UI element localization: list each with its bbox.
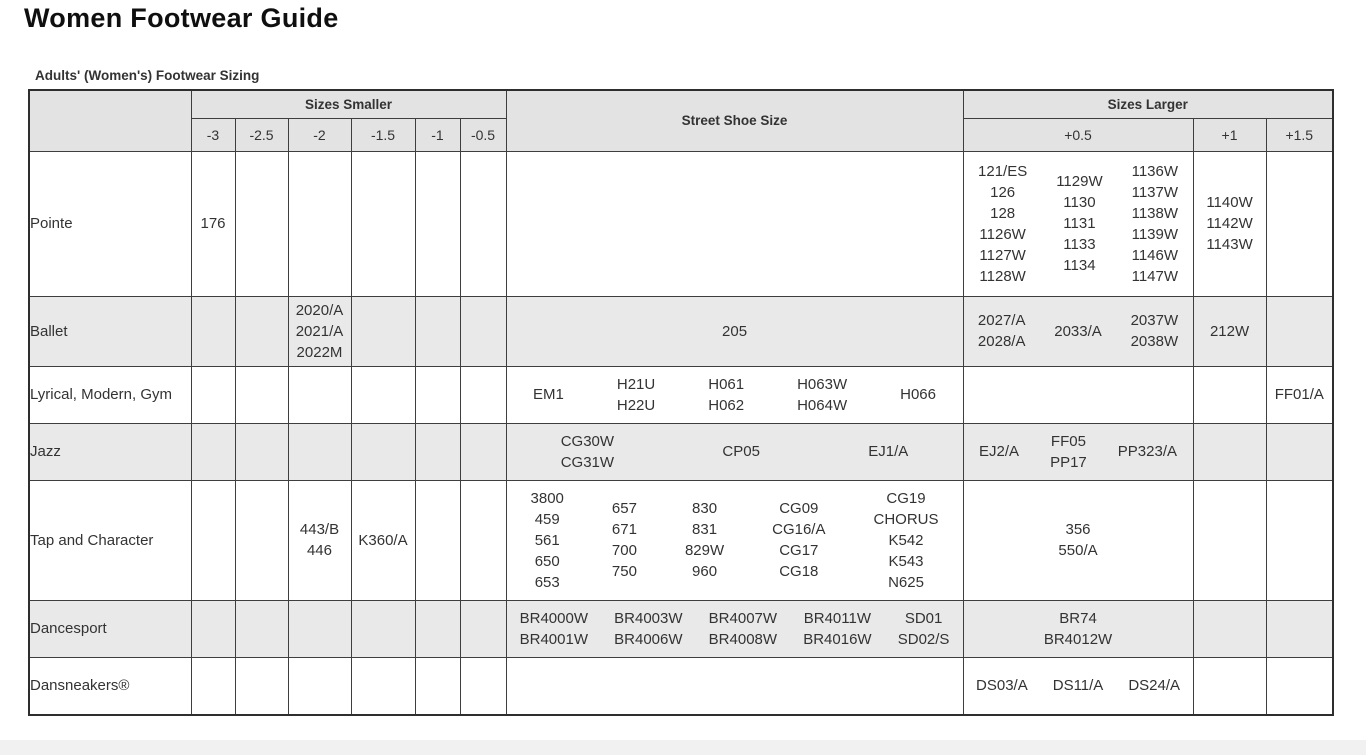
smaller-size-cell [288, 657, 351, 715]
model-group [979, 441, 1019, 462]
model-group [797, 374, 847, 416]
smaller-size-cell [460, 480, 506, 600]
model-group [900, 384, 936, 405]
model-number: BR4007W [708, 609, 778, 627]
size-col-header-minus2-5: -2.5 [235, 118, 288, 151]
model-number: 561 [534, 531, 560, 549]
model-number: CG18 [779, 563, 819, 580]
larger-plus1-5-cell [1266, 366, 1333, 423]
larger-plus1-5-cell [1266, 480, 1333, 600]
street-shoe-size-cell [506, 423, 963, 480]
model-group [976, 675, 1028, 696]
model-number: EJ2/A [979, 443, 1020, 460]
model-number: 1146W [1131, 246, 1179, 264]
model-group [1118, 441, 1177, 462]
table-row [29, 366, 1333, 423]
model-number: CP05 [722, 443, 760, 460]
model-number: 126 [990, 183, 1016, 201]
model-group [617, 374, 655, 416]
model-number: 1137W [1131, 183, 1179, 201]
smaller-size-cell [351, 657, 415, 715]
model-number: BR4001W [519, 630, 588, 648]
model-number: DS03/A [976, 677, 1028, 695]
smaller-size-cell [235, 423, 288, 480]
model-group [520, 608, 588, 650]
corner-header-cell [29, 90, 191, 151]
sizes-smaller-header: Sizes Smaller [191, 90, 506, 118]
smaller-size-cell [191, 480, 235, 600]
table-row [29, 296, 1333, 366]
model-number: BR4016W [803, 630, 872, 648]
model-number: 700 [611, 542, 637, 559]
model-group [868, 441, 908, 462]
smaller-size-cell [351, 151, 415, 296]
model-number: 3800 [530, 489, 564, 507]
model-group [1056, 171, 1102, 276]
smaller-size-cell [288, 600, 351, 657]
sizes-larger-header: Sizes Larger [963, 90, 1333, 118]
model-number: 1129W [1056, 173, 1103, 190]
smaller-size-cell [235, 296, 288, 366]
model-group [1053, 675, 1104, 696]
table-row [29, 480, 1333, 600]
model-group [612, 498, 637, 582]
model-number: H21U [616, 375, 656, 393]
model-group [533, 384, 564, 405]
model-number: 1143W [1206, 236, 1253, 253]
model-number: CG17 [779, 542, 819, 559]
smaller-size-cell [351, 480, 415, 600]
sizing-table [28, 89, 1334, 716]
model-number: H063W [797, 375, 848, 393]
smaller-size-cell [351, 600, 415, 657]
smaller-size-cell [415, 423, 460, 480]
smaller-size-cell [191, 657, 235, 715]
model-groups [964, 608, 1193, 650]
model-groups [964, 310, 1193, 352]
model-number: 459 [534, 510, 560, 528]
model-group [1128, 675, 1180, 696]
model-groups [964, 431, 1193, 473]
model-number: 829W [684, 542, 725, 559]
model-number: 176 [200, 215, 226, 232]
model-number: EM1 [533, 386, 564, 403]
smaller-size-cell [288, 423, 351, 480]
larger-plus1-5-cell [1266, 600, 1333, 657]
model-groups [507, 431, 963, 473]
table-row [29, 657, 1333, 715]
model-group [708, 374, 744, 416]
model-number: CG30W [560, 432, 615, 450]
sizing-table-body [29, 151, 1333, 715]
larger-plus1-5-cell [1266, 657, 1333, 715]
model-number: 960 [692, 563, 718, 580]
model-number: SD01 [904, 609, 943, 627]
smaller-size-cell [191, 423, 235, 480]
model-number: H22U [616, 396, 656, 414]
larger-plus1-cell [1193, 296, 1266, 366]
size-col-header-minus2: -2 [288, 118, 351, 151]
row-label: Lyrical, Modern, Gym [29, 366, 191, 423]
model-number: PP323/A [1117, 443, 1178, 460]
street-shoe-size-cell [506, 151, 963, 296]
model-number: CG31W [560, 453, 615, 471]
street-shoe-size-cell [506, 657, 963, 715]
model-number: 657 [611, 500, 637, 517]
model-groups [1267, 384, 1333, 405]
size-col-header-minus1-5: -1.5 [351, 118, 415, 151]
row-label: Pointe [29, 151, 191, 296]
model-number: 1138W [1131, 204, 1179, 222]
model-number: 2037W [1130, 312, 1179, 329]
model-group [200, 213, 225, 234]
model-number: 671 [611, 521, 637, 538]
model-number: 2038W [1130, 333, 1179, 350]
larger-plus0-5-cell [963, 423, 1193, 480]
header-group-row [29, 90, 1333, 118]
model-number: K360/A [358, 531, 408, 549]
smaller-size-cell [415, 657, 460, 715]
smaller-size-cell [460, 657, 506, 715]
model-number: PP17 [1050, 453, 1087, 471]
model-number: 550/A [1058, 542, 1098, 559]
model-number: 212W [1209, 322, 1250, 340]
table-header [29, 90, 1333, 151]
model-number: 650 [534, 552, 560, 570]
model-number: 1140W [1206, 194, 1253, 211]
smaller-size-cell [460, 366, 506, 423]
larger-plus0-5-cell [963, 151, 1193, 296]
smaller-size-cell [191, 151, 235, 296]
model-number: 2020/A [295, 301, 344, 319]
size-col-header-minus0-5: -0.5 [460, 118, 506, 151]
larger-plus1-5-cell [1266, 296, 1333, 366]
model-number: CG09 [779, 500, 819, 517]
table-title: Adults' (Women's) Footwear Sizing [35, 68, 260, 83]
model-groups [192, 213, 235, 234]
larger-plus1-cell [1193, 480, 1266, 600]
model-groups [507, 374, 963, 416]
size-col-header-plus0-5: +0.5 [963, 118, 1193, 151]
model-groups [507, 608, 963, 650]
larger-plus1-cell [1193, 657, 1266, 715]
model-groups [289, 519, 351, 561]
model-group [772, 498, 825, 582]
model-number: DS24/A [1128, 677, 1181, 695]
smaller-size-cell [415, 366, 460, 423]
model-group [1210, 321, 1249, 342]
model-number: K543 [888, 552, 924, 570]
model-number: EJ1/A [868, 443, 909, 460]
model-group [722, 441, 760, 462]
model-number: 1147W [1131, 267, 1179, 285]
model-number: H062 [708, 396, 745, 414]
model-groups [964, 519, 1193, 561]
larger-plus1-5-cell [1266, 151, 1333, 296]
model-group [561, 431, 614, 473]
model-group [1206, 192, 1252, 255]
model-group [898, 608, 950, 650]
model-number: BR4008W [708, 630, 778, 648]
smaller-size-cell [415, 480, 460, 600]
model-number: 653 [534, 573, 560, 591]
model-number: DS11/A [1052, 677, 1104, 695]
model-number: H066 [900, 386, 936, 403]
street-shoe-size-header: Street Shoe Size [506, 90, 963, 151]
bottom-section-strip [0, 740, 1366, 755]
model-number: 2033/A [1054, 322, 1102, 340]
model-groups [1194, 321, 1266, 342]
model-group [531, 488, 564, 593]
size-col-header-minus3: -3 [191, 118, 235, 151]
smaller-size-cell [351, 296, 415, 366]
smaller-size-cell [460, 296, 506, 366]
model-group [685, 498, 724, 582]
model-group [614, 608, 682, 650]
larger-plus0-5-cell [963, 600, 1193, 657]
smaller-size-cell [351, 423, 415, 480]
model-group [873, 488, 938, 593]
row-label: Dancesport [29, 600, 191, 657]
smaller-size-cell [288, 151, 351, 296]
model-number: 121/ES [978, 162, 1028, 180]
model-number: CG16/A [772, 521, 826, 538]
street-shoe-size-cell [506, 366, 963, 423]
model-number: BR4003W [614, 609, 683, 627]
larger-plus0-5-cell [963, 366, 1193, 423]
model-group [978, 310, 1026, 352]
table-row [29, 600, 1333, 657]
larger-plus1-cell [1193, 600, 1266, 657]
smaller-size-cell [191, 600, 235, 657]
larger-plus1-cell [1193, 423, 1266, 480]
smaller-size-cell [235, 657, 288, 715]
model-number: 128 [990, 204, 1016, 222]
model-group [1058, 519, 1097, 561]
larger-plus1-cell [1193, 151, 1266, 296]
model-number: BR4000W [519, 609, 588, 627]
model-number: 2028/A [977, 333, 1026, 350]
row-label: Jazz [29, 423, 191, 480]
larger-plus1-5-cell [1266, 423, 1333, 480]
model-groups [289, 300, 351, 363]
model-number: 446 [306, 542, 332, 559]
model-groups [507, 321, 963, 342]
smaller-size-cell [460, 423, 506, 480]
smaller-size-cell [415, 600, 460, 657]
model-number: BR4012W [1043, 630, 1113, 648]
model-number: 443/B [299, 521, 340, 538]
smaller-size-cell [235, 151, 288, 296]
model-number: 2027/A [977, 312, 1026, 329]
page-title: Women Footwear Guide [24, 3, 339, 33]
model-number: 205 [722, 322, 748, 340]
model-number: 1127W [979, 246, 1026, 264]
model-group [358, 530, 407, 551]
model-number: 356 [1065, 521, 1091, 538]
model-number: K542 [888, 531, 924, 549]
model-number: CG19 [886, 489, 926, 507]
size-col-header-plus1: +1 [1193, 118, 1266, 151]
model-group [978, 161, 1027, 287]
street-shoe-size-cell [506, 600, 963, 657]
model-number: 1128W [979, 267, 1026, 285]
larger-plus0-5-cell [963, 480, 1193, 600]
smaller-size-cell [460, 600, 506, 657]
model-group [1131, 310, 1179, 352]
row-label: Ballet [29, 296, 191, 366]
model-groups [964, 161, 1193, 287]
model-group [1050, 431, 1087, 473]
model-number: CHORUS [873, 510, 939, 528]
model-group [722, 321, 747, 342]
smaller-size-cell [191, 296, 235, 366]
model-number: 830 [692, 500, 718, 517]
model-groups [964, 675, 1193, 696]
model-number: FF05 [1050, 432, 1086, 450]
model-number: BR74 [1059, 609, 1097, 627]
smaller-size-cell [235, 600, 288, 657]
model-number: 831 [692, 521, 718, 538]
model-number: 750 [611, 563, 637, 580]
model-number: H061 [708, 375, 745, 393]
model-number: H064W [797, 396, 848, 414]
row-label: Dansneakers® [29, 657, 191, 715]
model-groups [352, 530, 415, 551]
smaller-size-cell [415, 296, 460, 366]
model-number: 1131 [1063, 215, 1096, 232]
smaller-size-cell [191, 366, 235, 423]
larger-plus1-cell [1193, 366, 1266, 423]
smaller-size-cell [288, 366, 351, 423]
model-number: 1134 [1063, 257, 1096, 274]
model-number: 1136W [1131, 162, 1179, 180]
model-number: BR4006W [614, 630, 683, 648]
model-number: 1142W [1206, 215, 1253, 232]
model-groups [507, 488, 963, 593]
street-shoe-size-cell [506, 480, 963, 600]
table-row [29, 151, 1333, 296]
larger-plus0-5-cell [963, 296, 1193, 366]
row-label: Tap and Character [29, 480, 191, 600]
size-col-header-plus1-5: +1.5 [1266, 118, 1333, 151]
size-col-header-minus1: -1 [415, 118, 460, 151]
table-row [29, 423, 1333, 480]
smaller-size-cell [288, 480, 351, 600]
model-group [1044, 608, 1112, 650]
model-group [300, 519, 339, 561]
smaller-size-cell [460, 151, 506, 296]
model-number: 1133 [1063, 236, 1096, 253]
larger-plus0-5-cell [963, 657, 1193, 715]
model-group [803, 608, 871, 650]
model-number: 2022M [296, 343, 343, 361]
smaller-size-cell [235, 366, 288, 423]
model-number: 1130 [1063, 194, 1096, 211]
model-number: N625 [888, 573, 924, 591]
model-group [709, 608, 777, 650]
model-number: SD02/S [897, 630, 950, 648]
smaller-size-cell [288, 296, 351, 366]
model-group [1275, 384, 1324, 405]
smaller-size-cell [235, 480, 288, 600]
model-group [1054, 321, 1102, 342]
model-number: 1139W [1131, 225, 1179, 243]
model-number: 1126W [979, 225, 1026, 243]
model-groups [1194, 192, 1266, 255]
smaller-size-cell [415, 151, 460, 296]
model-number: BR4011W [803, 609, 872, 627]
model-group [1132, 161, 1178, 287]
smaller-size-cell [351, 366, 415, 423]
model-group [296, 300, 344, 363]
model-number: FF01/A [1274, 386, 1324, 403]
model-number: 2021/A [295, 322, 344, 340]
street-shoe-size-cell [506, 296, 963, 366]
